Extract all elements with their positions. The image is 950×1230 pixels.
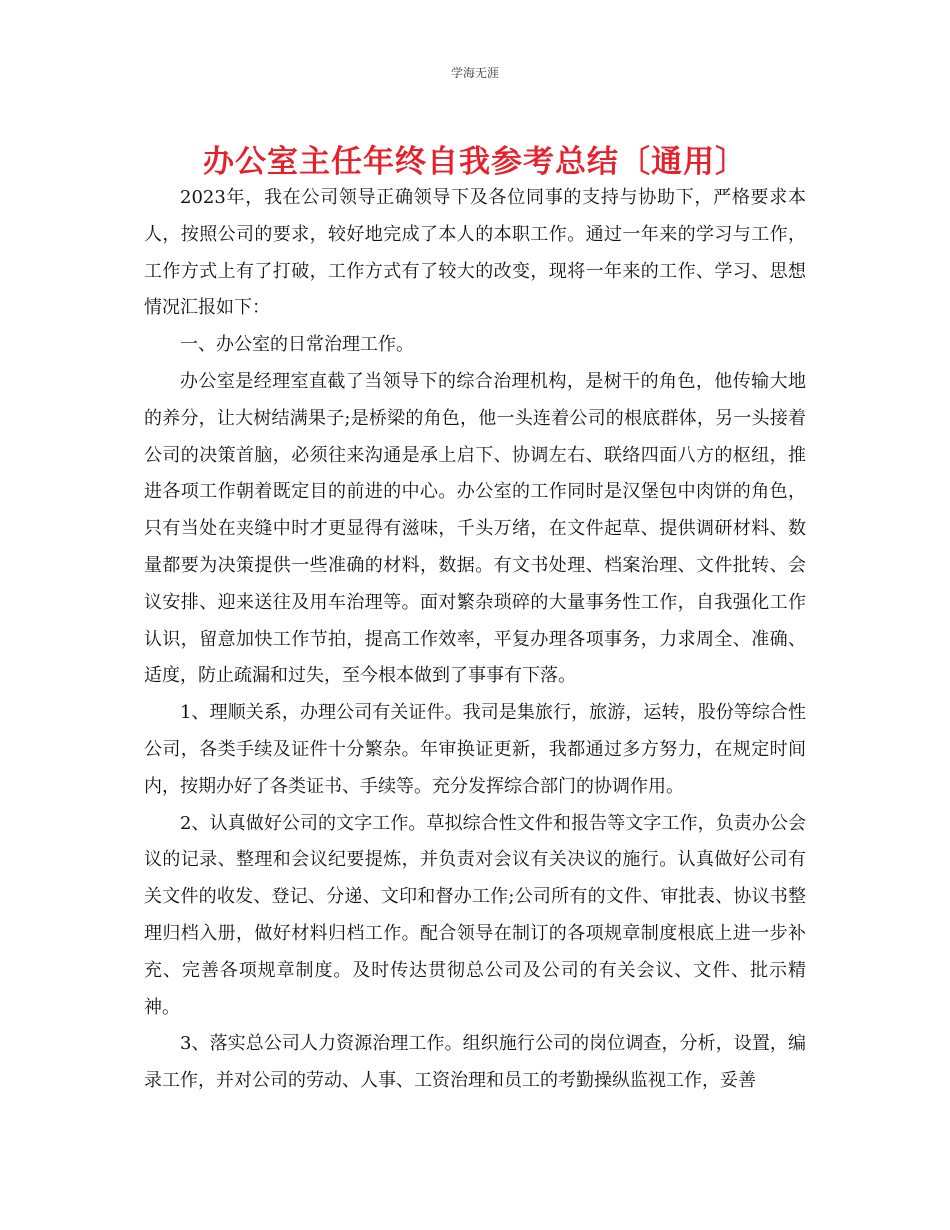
- paragraph-office-role: 办公室是经理室直截了当领导下的综合治理机构，是树干的角色，他传输大地的养分，让大树结满果子;是桥梁的角色，他一头连着公司的根底群体，另一头接着公司的决策首脑，必须往来沟通是承上启下、协调左右、联络四面八方的枢纽，推进各项工作朝着既定目的前进的中心。办公室的工作同时是汉堡包中肉饼的角色，只有当处在夹缝中时才更显得有滋味，千头万绪，在文件起草、提供调研材料、数量都要为决策提供一些准确的材料，数据。有文书处理、档案治理、文件批转、会议安排、迎来送往及用车治理等。面对繁杂琐碎的大量事务性工作，自我强化工作认识，留意加快工作节拍，提高工作效率，平复办理各项事务，力求周全、准确、适度，防止疏漏和过失，至今根本做到了事事有下落。: [144, 370, 806, 687]
- document-body: [144, 180, 806, 1100]
- document-title: 办公室主任年终自我参考总结〔通用〕: [203, 144, 747, 180]
- paragraph-item-2: 2、认真做好公司的文字工作。草拟综合性文件和报告等文字工作，负责办公会议的记录、整理和会议纪要提炼，并负责对会议有关决议的施行。认真做好公司有关文件的收发、登记、分递、文印和督办工作;公司所有的文件、审批表、协议书整理归档入册，做好材料归档工作。配合领导在制订的各项规章制度根底上进一步补充、完善各项规章制度。及时传达贯彻总公司及公司的有关会议、文件、批示精神。: [144, 812, 806, 1018]
- paragraph-intro: 2023年，我在公司领导正确领导下及各位同事的支持与协助下，严格要求本人，按照公司的要求，较好地完成了本人的本职工作。通过一年来的学习与工作，工作方式上有了打破，工作方式有了较大的改变，现将一年来的工作、学习、思想情况汇报如下：: [144, 187, 806, 319]
- section-heading-daily-management: 一、办公室的日常治理工作。: [180, 334, 414, 356]
- paragraph-item-1: 1、理顺关系，办理公司有关证件。我司是集旅行，旅游，运转，股份等综合性公司，各类手续及证件十分繁杂。年审换证更新，我都通过多方努力，在规定时间内，按期办好了各类证书、手续等。充分发挥综合部门的协调作用。: [144, 702, 806, 797]
- paragraph-item-3: 3、落实总公司人力资源治理工作。组织施行公司的岗位调查，分析，设置，编录工作，并对公司的劳动、人事、工资治理和员工的考勤操纵监视工作，妥善: [144, 1033, 806, 1092]
- page-header: 学海无涯: [450, 66, 499, 80]
